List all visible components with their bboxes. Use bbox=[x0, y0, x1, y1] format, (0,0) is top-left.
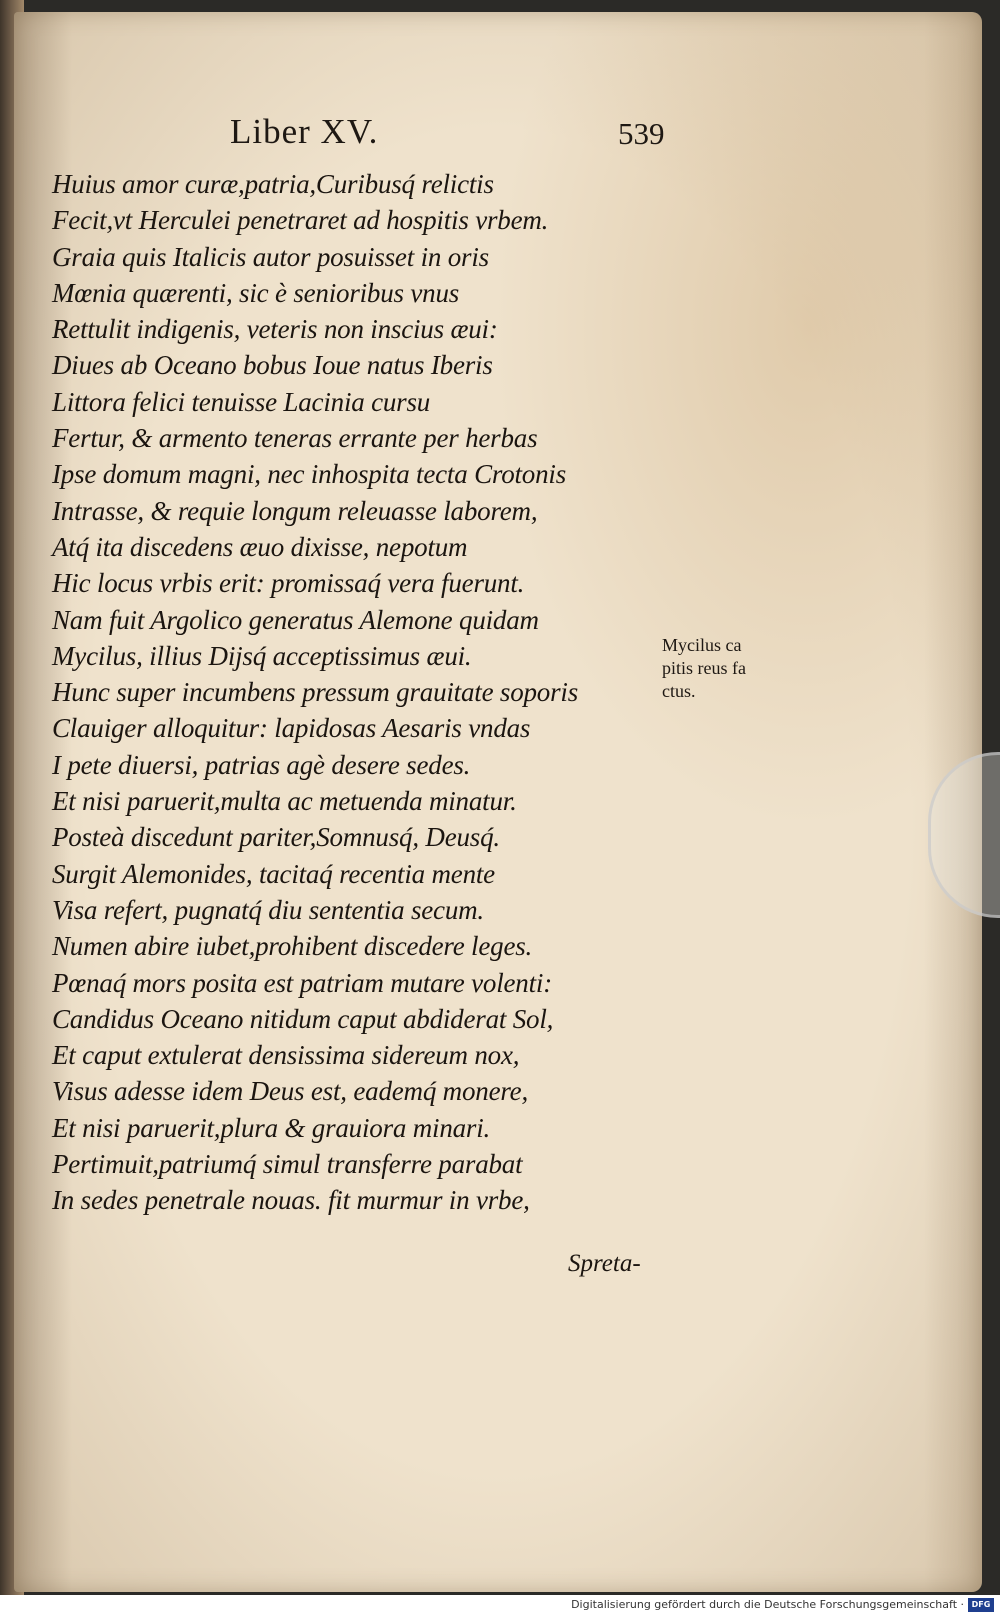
verse-line: Surgit Alemonides, tacitaq́ recentia mente bbox=[52, 858, 495, 889]
running-head: Liber XV. bbox=[230, 112, 379, 151]
verse-line: Pœnaq́ mors posita est patriam mutare volenti: bbox=[52, 967, 552, 998]
digitization-credit: Digitalisierung gefördert durch die Deutsche Forschungsgemeinschaft · bbox=[571, 1598, 964, 1611]
verse-line: Et nisi paruerit,multa ac metuenda minatur. bbox=[52, 786, 517, 817]
verse-line: Intrasse, & requie longum releuasse laborem, bbox=[52, 495, 538, 526]
dfg-logo-icon: DFG bbox=[968, 1598, 994, 1612]
verse-line: Visus adesse idem Deus est, eademq́ monere, bbox=[52, 1076, 528, 1107]
verse-line: Diues ab Oceano bobus Ioue natus Iberis bbox=[52, 350, 493, 381]
verse-line: I pete diuersi, patrias agè desere sedes. bbox=[52, 749, 471, 780]
verse-line: Nam fuit Argolico generatus Alemone quidam bbox=[52, 604, 539, 635]
verse-line: Hunc super incumbens pressum grauitate soporis bbox=[52, 677, 579, 708]
verse-line: Mycilus, illius Dijsq́ acceptissimus æui. bbox=[52, 640, 472, 671]
verse-line: Littora felici tenuisse Lacinia cursu bbox=[52, 386, 431, 417]
page-number: 539 bbox=[618, 116, 665, 151]
verse-line: Rettulit indigenis, veteris non inscius æui: bbox=[52, 314, 498, 345]
footer-bar bbox=[0, 1596, 1000, 1616]
verse-line: In sedes penetrale nouas. fit murmur in vrbe, bbox=[52, 1185, 530, 1216]
verse-line: Posteà discedunt pariter,Somnusq́, Deusq́. bbox=[52, 822, 500, 853]
verse-line: Clauiger alloquitur: lapidosas Aesaris vndas bbox=[52, 713, 531, 744]
marginal-note-line: pitis reus fa bbox=[662, 658, 746, 678]
marginal-note-line: ctus. bbox=[662, 681, 696, 701]
verse-line: Fecit,vt Herculei penetraret ad hospitis vrbem. bbox=[52, 205, 549, 236]
verse-line: Graia quis Italicis autor posuisset in oris bbox=[52, 241, 489, 272]
verse-line: Visa refert, pugnatq́ diu sententia secum. bbox=[52, 894, 484, 925]
verse-line: Ipse domum magni, nec inhospita tecta Crotonis bbox=[52, 459, 567, 490]
marginal-note bbox=[662, 634, 802, 703]
marginal-note-line: Mycilus ca bbox=[662, 635, 742, 655]
verse-line: Huius amor curæ,patria,Curibusq́ relictis bbox=[52, 169, 494, 199]
verse-line: Et nisi paruerit,plura & grauiora minari. bbox=[52, 1112, 491, 1143]
verse-line: Atq́ ita discedens æuo dixisse, nepotum bbox=[52, 531, 468, 562]
verse-line: Hic locus vrbis erit: promissaq́ vera fuerunt. bbox=[52, 568, 525, 599]
verse-line: Numen abire iubet,prohibent discedere leges. bbox=[52, 931, 533, 962]
verse-line: Candidus Oceano nitidum caput abdiderat Sol, bbox=[52, 1003, 554, 1034]
verse-line: Pertimuit,patriumq́ simul transferre parabat bbox=[52, 1149, 523, 1180]
verse-line: Mœnia quærenti, sic è senioribus vnus bbox=[52, 277, 460, 308]
catchword: Spreta- bbox=[568, 1250, 641, 1277]
verse-line: Fertur, & armento teneras errante per herbas bbox=[52, 423, 538, 454]
verse-text bbox=[52, 166, 652, 1219]
verse-line: Et caput extulerat densissima sidereum nox, bbox=[52, 1040, 520, 1071]
page-header bbox=[0, 112, 1000, 162]
